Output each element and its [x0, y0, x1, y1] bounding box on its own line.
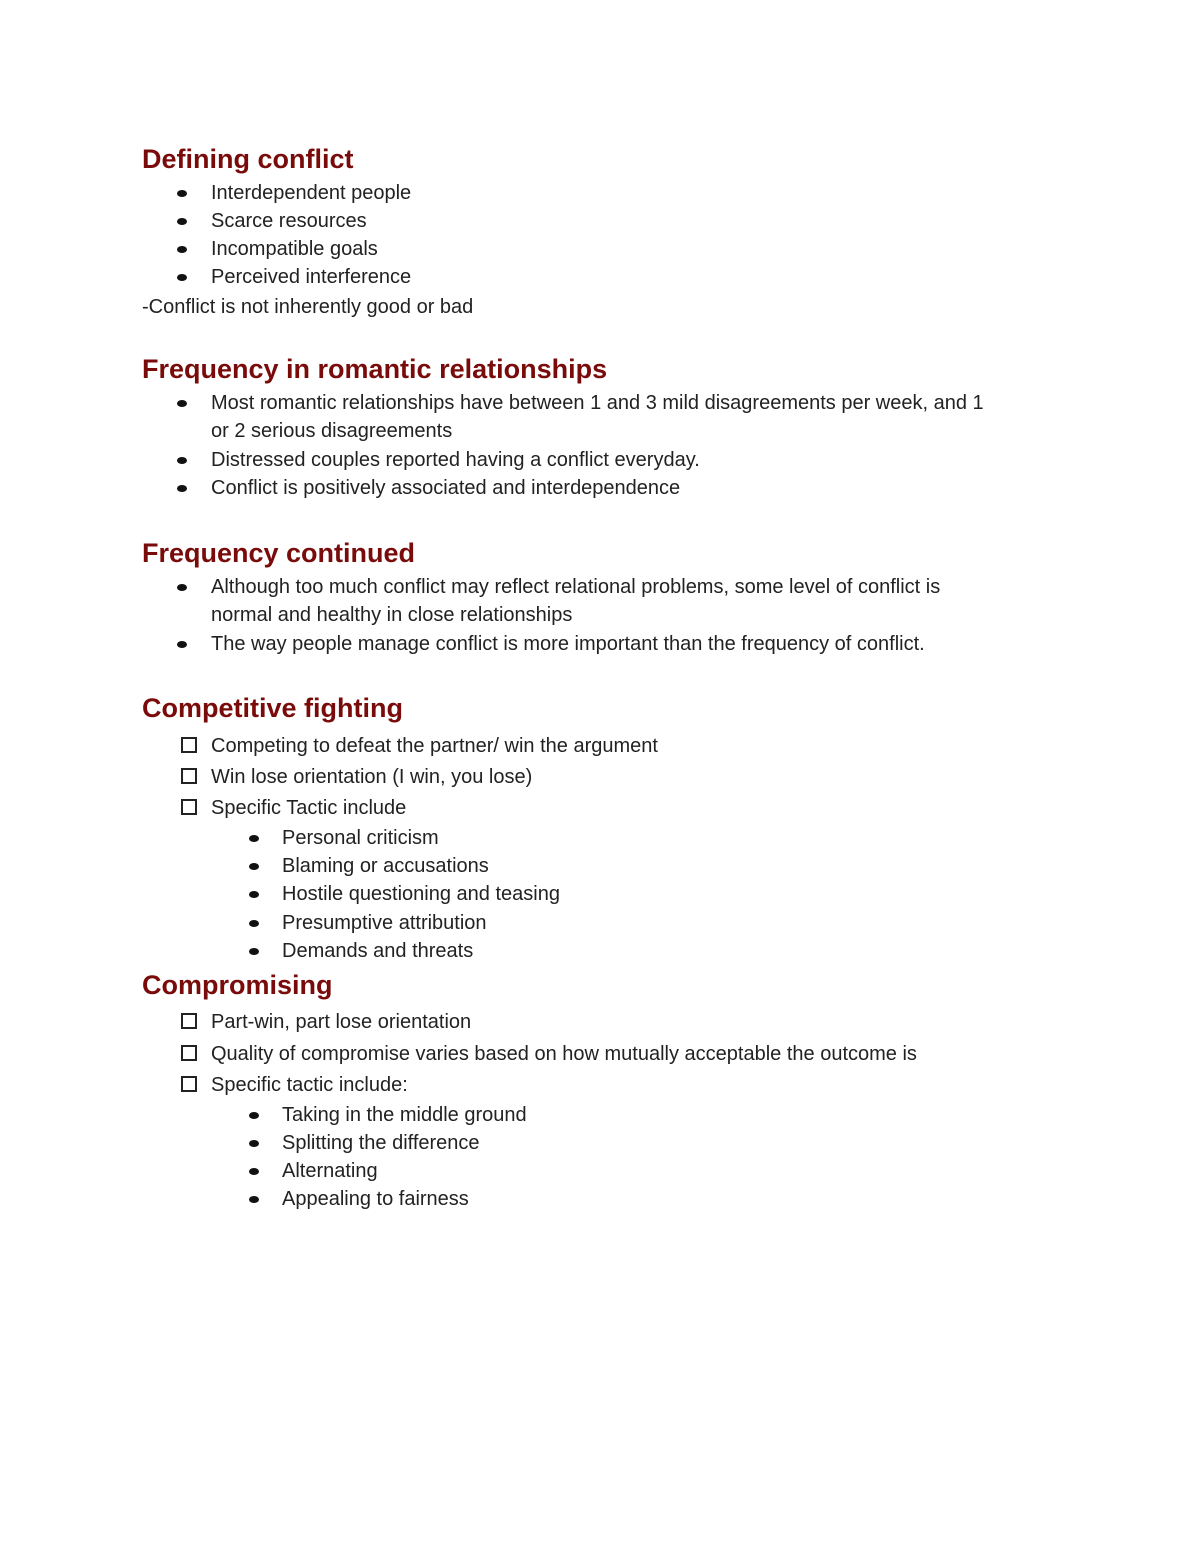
checkbox-icon[interactable]: [181, 799, 197, 815]
bullet-icon: [177, 274, 187, 281]
checkbox-icon[interactable]: [181, 1076, 197, 1092]
section-heading-defining-conflict: Defining conflict: [142, 144, 354, 174]
section-heading-competitive-fighting: Competitive fighting: [142, 693, 403, 723]
bullet-icon: [177, 246, 187, 253]
note-text: -Conflict is not inherently good or bad: [142, 296, 474, 318]
bullet-icon: [249, 835, 259, 842]
checklist-item: Quality of compromise varies based on how mutually acceptable the outcome is: [211, 1043, 917, 1065]
bullet-icon: [249, 1140, 259, 1147]
checklist-item: Specific Tactic include: [211, 797, 407, 819]
bullet-icon: [249, 920, 259, 927]
list-item: Most romantic relationships have between 1 and 3 mild disagreements per week, and 1: [211, 392, 984, 414]
bullet-icon: [177, 584, 187, 591]
list-item-continuation: normal and healthy in close relationships: [211, 604, 573, 626]
bullet-icon: [249, 891, 259, 898]
list-item: The way people manage conflict is more important than the frequency of conflict.: [211, 633, 925, 655]
bullet-icon: [177, 190, 187, 197]
sub-list-item: Alternating: [282, 1160, 378, 1182]
bullet-icon: [249, 863, 259, 870]
sub-list-item: Blaming or accusations: [282, 855, 489, 877]
bullet-icon: [177, 641, 187, 648]
sub-list-item: Hostile questioning and teasing: [282, 883, 560, 905]
bullet-icon: [177, 218, 187, 225]
sub-list-item: Splitting the difference: [282, 1132, 480, 1154]
list-item: Conflict is positively associated and interdependence: [211, 477, 681, 499]
section-heading-frequency-romantic: Frequency in romantic relationships: [142, 354, 608, 384]
bullet-icon: [177, 457, 187, 464]
bullet-icon: [249, 1196, 259, 1203]
checkbox-icon[interactable]: [181, 768, 197, 784]
checklist-item: Win lose orientation (I win, you lose): [211, 766, 533, 788]
checklist-item: Part-win, part lose orientation: [211, 1011, 472, 1033]
checklist-item: Specific tactic include:: [211, 1074, 408, 1096]
sub-list-item: Presumptive attribution: [282, 912, 487, 934]
bullet-icon: [249, 1112, 259, 1119]
bullet-icon: [177, 485, 187, 492]
sub-list-item: Personal criticism: [282, 827, 439, 849]
section-heading-compromising: Compromising: [142, 970, 333, 1000]
list-item-continuation: or 2 serious disagreements: [211, 420, 453, 442]
list-item: Scarce resources: [211, 210, 367, 232]
checkbox-icon[interactable]: [181, 737, 197, 753]
checkbox-icon[interactable]: [181, 1045, 197, 1061]
sub-list-item: Demands and threats: [282, 940, 474, 962]
sub-list-item: Appealing to fairness: [282, 1188, 469, 1210]
list-item: Perceived interference: [211, 266, 412, 288]
bullet-icon: [249, 1168, 259, 1175]
list-item: Interdependent people: [211, 182, 412, 204]
checklist-item: Competing to defeat the partner/ win the argument: [211, 735, 658, 757]
sub-list-item: Taking in the middle ground: [282, 1104, 527, 1126]
section-heading-frequency-continued: Frequency continued: [142, 538, 416, 568]
list-item: Incompatible goals: [211, 238, 378, 260]
bullet-icon: [249, 948, 259, 955]
list-item: Distressed couples reported having a conflict everyday.: [211, 449, 700, 471]
list-item: Although too much conflict may reflect relational problems, some level of conflict is: [211, 576, 941, 598]
checkbox-icon[interactable]: [181, 1013, 197, 1029]
bullet-icon: [177, 400, 187, 407]
